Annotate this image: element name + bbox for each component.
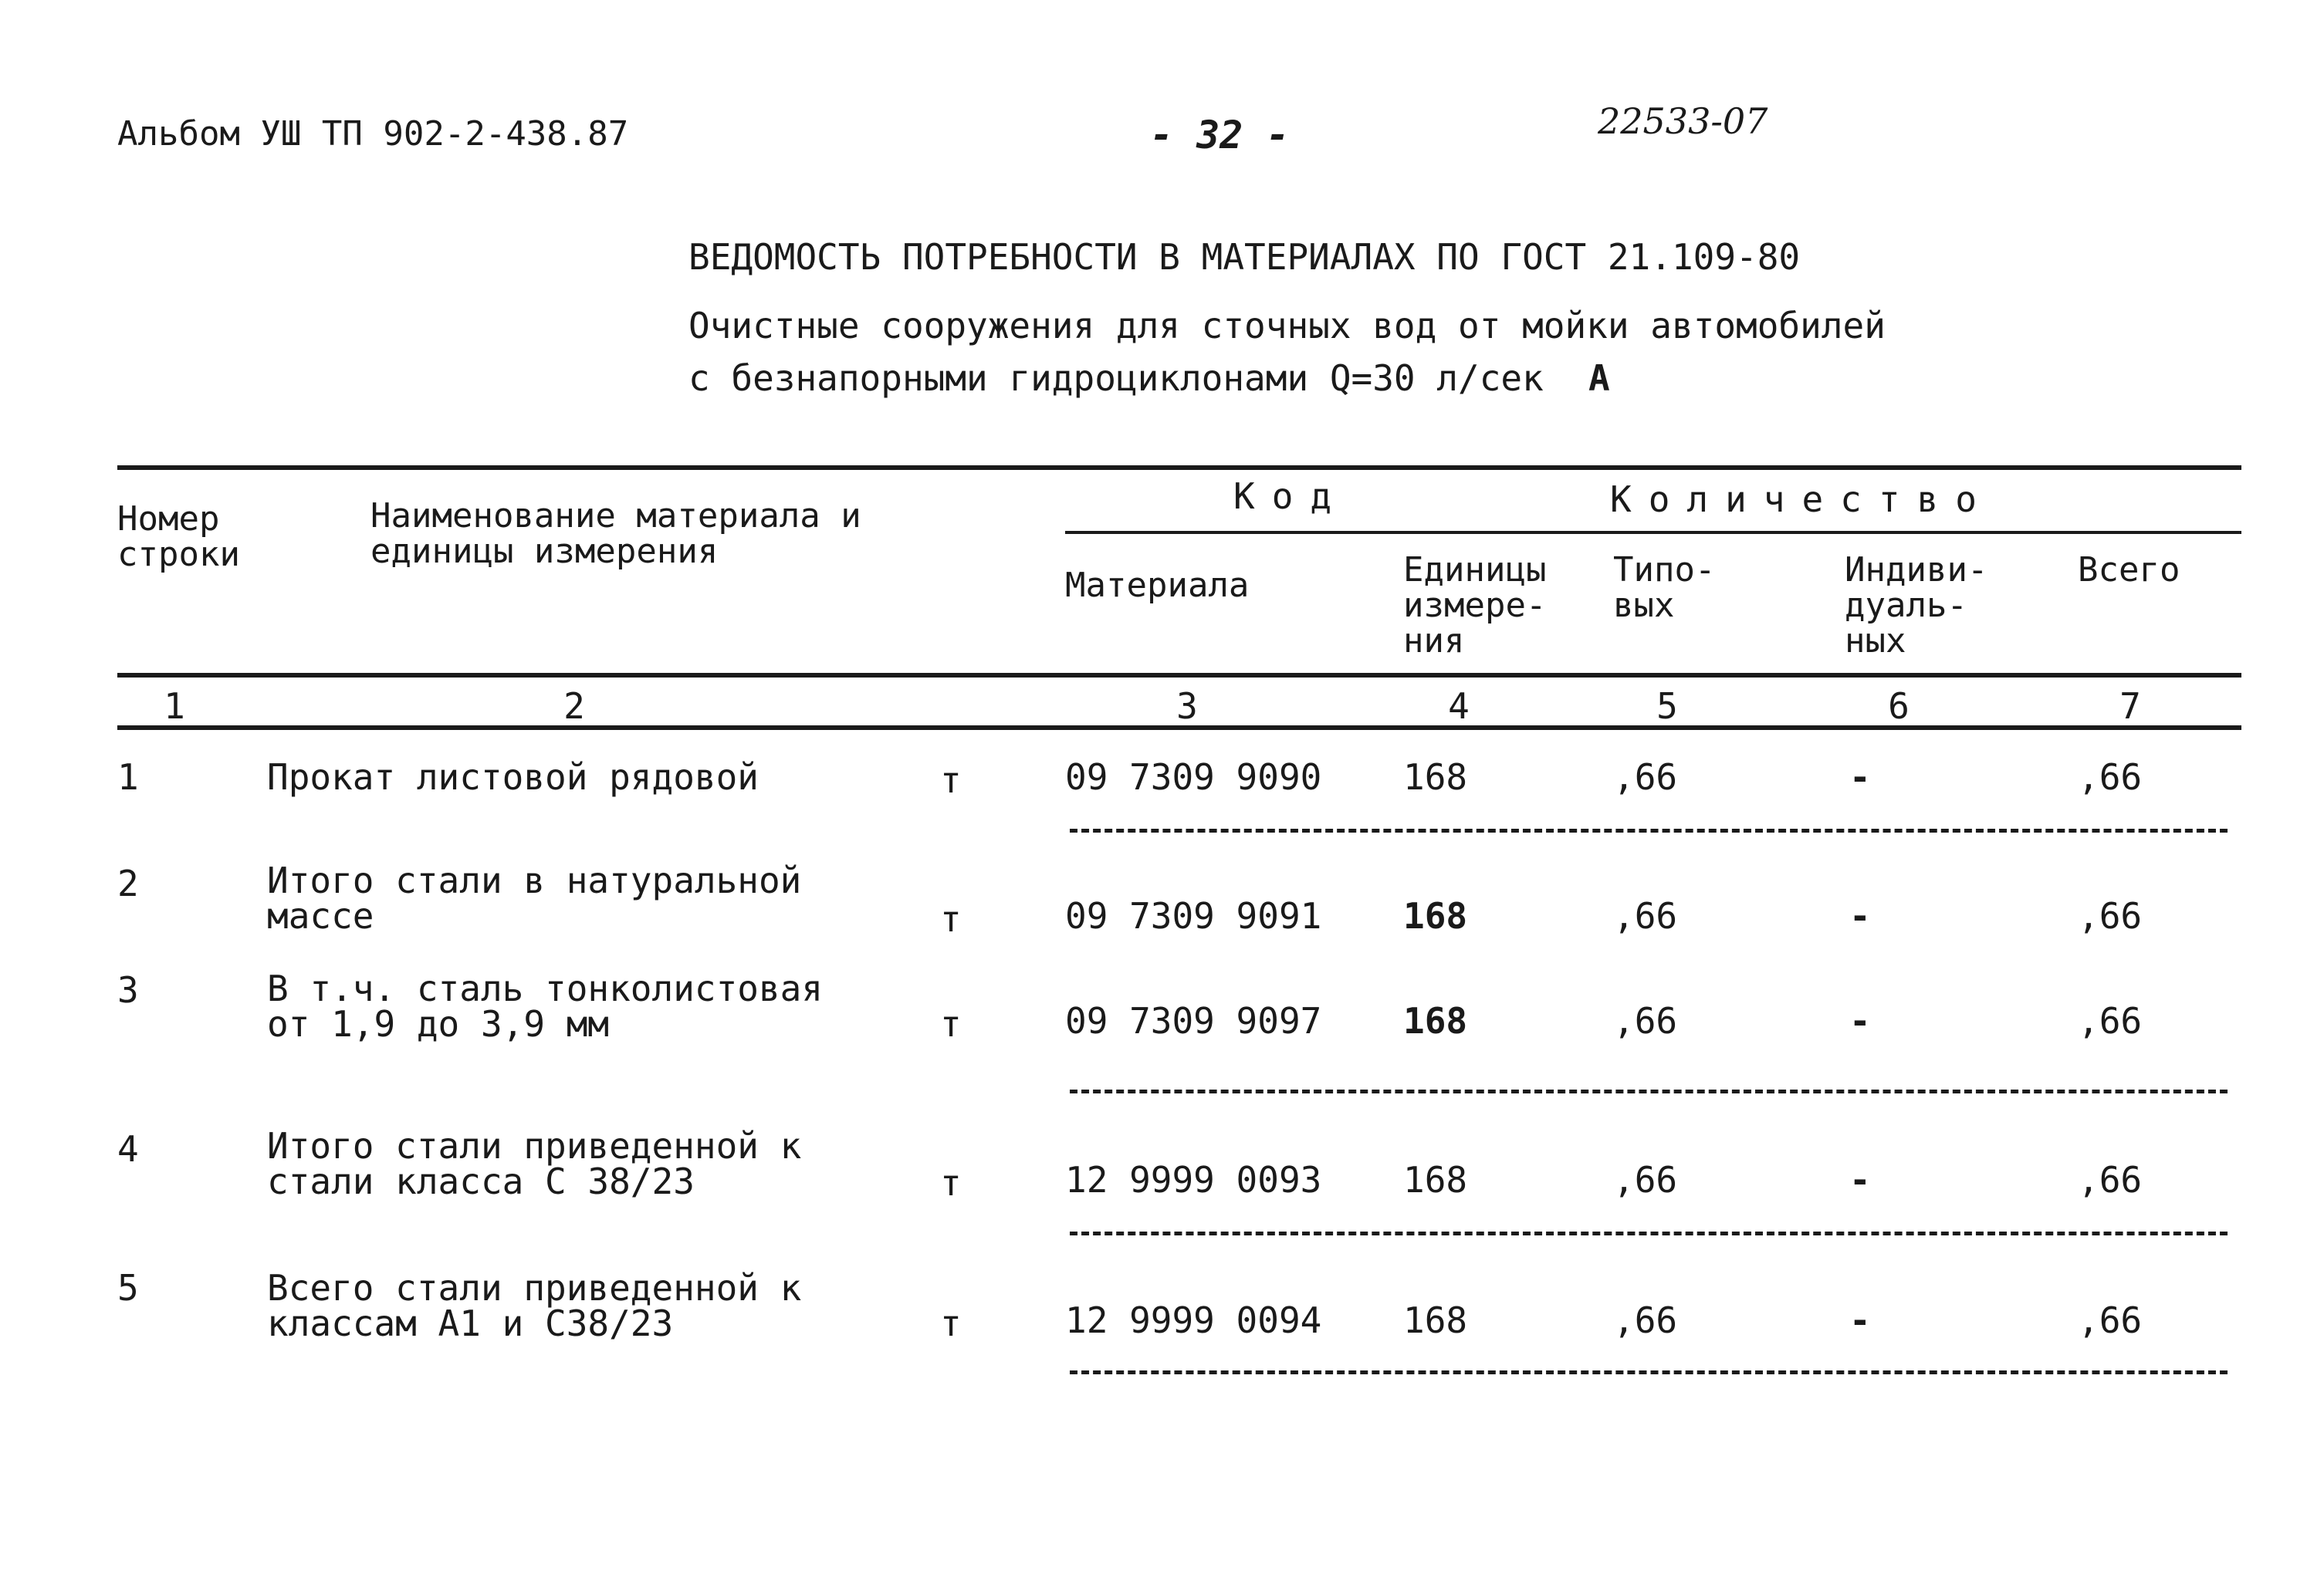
unit-symbol: т	[940, 1003, 962, 1045]
qty-total: ,66	[2078, 756, 2143, 798]
header-material-name: Наименование материала и единицы измерения	[370, 496, 861, 571]
qty-typical: ,66	[1613, 1000, 1678, 1042]
row-number: 1	[117, 756, 139, 798]
material-name: Итого стали в натуральной массе	[267, 860, 802, 937]
qty-typical: ,66	[1613, 1159, 1678, 1201]
row-separator	[1070, 829, 2228, 833]
material-name: В т.ч. сталь тонколистовая от 1,9 до 3,9 мм	[267, 968, 824, 1045]
header-code-group: Код	[1233, 475, 1349, 517]
qty-individual: -	[1849, 1159, 1871, 1201]
qty-individual: -	[1849, 1299, 1871, 1341]
qty-total: ,66	[2078, 895, 2143, 937]
row-separator	[1070, 1370, 2228, 1374]
unit-code: 168	[1403, 1159, 1468, 1201]
subtitle-line-1: Очистные сооружения для сточных вод от мойки автомобилей	[688, 305, 1886, 346]
material-code: 12 9999 0093	[1065, 1159, 1322, 1201]
column-number-6: 6	[1888, 685, 1910, 727]
unit-code: 168	[1403, 1299, 1468, 1341]
code-group-rule	[1065, 531, 2241, 534]
column-number-7: 7	[2119, 685, 2141, 727]
material-name: Всего стали приведенной к классам А1 и С38/23	[267, 1267, 802, 1344]
variant-letter: А	[1588, 357, 1610, 399]
qty-total: ,66	[2078, 1159, 2143, 1201]
material-name: Прокат листовой рядовой	[267, 756, 759, 798]
header-individual: Индиви- дуаль- ных	[1845, 550, 1988, 661]
header-bottom-rule	[117, 673, 2241, 678]
table-top-rule	[117, 465, 2241, 470]
row-number: 3	[117, 969, 139, 1011]
unit-symbol: т	[940, 1303, 962, 1344]
page-number: - 32 -	[1150, 113, 1290, 157]
qty-typical: ,66	[1613, 1299, 1678, 1341]
qty-individual: -	[1849, 756, 1871, 798]
header-material-code: Материала	[1065, 566, 1250, 605]
document-code: 22533-07	[1598, 100, 1768, 142]
row-number: 4	[117, 1128, 139, 1170]
row-separator	[1070, 1090, 2228, 1093]
column-number-3: 3	[1176, 685, 1198, 727]
qty-total: ,66	[2078, 1299, 2143, 1341]
unit-code: 168	[1403, 895, 1468, 937]
header-unit-code: Единицы измере- ния	[1403, 550, 1547, 661]
header-total: Всего	[2078, 550, 2180, 590]
album-reference: Альбом УШ ТП 902-2-438.87	[117, 114, 629, 154]
qty-individual: -	[1849, 1000, 1871, 1042]
row-number: 2	[117, 863, 139, 904]
document-title: ВЕДОМОСТЬ ПОТРЕБНОСТИ В МАТЕРИАЛАХ ПО ГОСТ 21.109-80	[688, 236, 1801, 278]
unit-code: 168	[1403, 756, 1468, 798]
column-number-4: 4	[1448, 685, 1470, 727]
material-code: 09 7309 9091	[1065, 895, 1322, 937]
header-quantity-group: Количество	[1610, 478, 1994, 520]
material-name: Итого стали приведенной к стали класса С 38/23	[267, 1125, 802, 1202]
material-code: 12 9999 0094	[1065, 1299, 1322, 1341]
qty-individual: -	[1849, 895, 1871, 937]
unit-symbol: т	[940, 898, 962, 940]
header-typical: Типо- вых	[1613, 550, 1716, 625]
qty-typical: ,66	[1613, 895, 1678, 937]
column-number-1: 1	[164, 685, 185, 727]
column-number-2: 2	[563, 685, 585, 727]
subtitle-line-2: с безнапорными гидроциклонами Q=30 л/сек	[688, 357, 1544, 399]
header-row-number: Номер строки	[117, 499, 240, 574]
row-number: 5	[117, 1267, 139, 1309]
unit-code: 168	[1403, 1000, 1468, 1042]
qty-typical: ,66	[1613, 756, 1678, 798]
unit-symbol: т	[940, 759, 962, 801]
unit-symbol: т	[940, 1162, 962, 1204]
column-number-5: 5	[1656, 685, 1678, 727]
material-code: 09 7309 9097	[1065, 1000, 1322, 1042]
qty-total: ,66	[2078, 1000, 2143, 1042]
row-separator	[1070, 1232, 2228, 1235]
material-code: 09 7309 9090	[1065, 756, 1322, 798]
